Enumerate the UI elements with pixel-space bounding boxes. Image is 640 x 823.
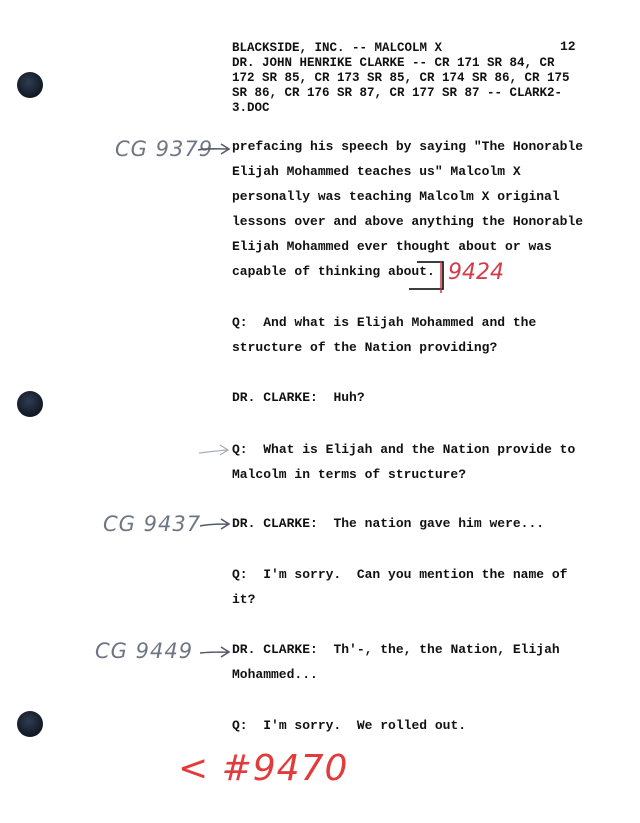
dialogue-line: [232, 713, 592, 738]
handwritten-end-marker: < #9470: [178, 748, 349, 789]
dialogue-line: structure of the Nation providing?: [232, 340, 498, 355]
arrow-icon: [199, 645, 231, 659]
header-line: BLACKSIDE, INC. -- MALCOLM X: [232, 41, 443, 55]
speaker-label: Q:: [232, 718, 248, 733]
question-block: [232, 310, 592, 360]
dialogue-line: Malcolm in terms of structure?: [232, 467, 467, 482]
answer-block: [232, 637, 592, 687]
speaker-label: Q:: [232, 315, 248, 330]
paragraph-line: capable of thinking about.: [232, 264, 435, 279]
binder-hole-middle: [17, 391, 43, 417]
binder-hole-top: [17, 72, 43, 98]
dialogue-text: Huh?: [333, 390, 365, 405]
dialogue-line: [232, 562, 592, 587]
handwritten-timecode: CG 9449: [95, 639, 194, 663]
handwritten-timecode: 9424: [448, 260, 504, 285]
dialogue-text: I'm sorry. Can you mention the name of: [263, 567, 568, 582]
page-number: 12: [560, 39, 576, 54]
paragraph-line: personally was teaching Malcolm X original: [232, 189, 560, 204]
question-block: [232, 437, 592, 487]
dialogue-line: [232, 637, 592, 662]
dialogue-text: Th'-, the, the Nation, Elijah: [333, 642, 560, 657]
question-block: [232, 713, 592, 738]
paragraph-line: lessons over and above anything the Honorable: [232, 214, 584, 229]
arrow-icon: [199, 517, 231, 531]
handwritten-timecode: CG 9379: [115, 137, 214, 161]
handwritten-timecode: CG 9437: [103, 512, 202, 536]
header-line: 172 SR 85, CR 173 SR 85, CR 174 SR 86, CR 175: [232, 71, 570, 85]
arrow-icon: [197, 142, 231, 156]
binder-hole-bottom: [17, 711, 43, 737]
speaker-label: Q:: [232, 442, 248, 457]
dialogue-line: Mohammed...: [232, 667, 318, 682]
dialogue-text: I'm sorry. We rolled out.: [263, 718, 467, 733]
paragraph-line: prefacing his speech by saying "The Honorable: [232, 139, 584, 154]
arrow-icon: [198, 444, 230, 458]
header-line: SR 86, CR 176 SR 87, CR 177 SR 87 -- CLARK2-: [232, 86, 563, 100]
dialogue-line: [232, 511, 592, 536]
paragraph-line: Elijah Mohammed teaches us" Malcolm X: [232, 164, 521, 179]
header-line: 3.DOC: [232, 101, 270, 115]
document-header: [232, 41, 580, 116]
speaker-label: DR. CLARKE:: [232, 642, 318, 657]
speaker-label: DR. CLARKE:: [232, 516, 318, 531]
header-line: DR. JOHN HENRIKE CLARKE -- CR 171 SR 84, CR: [232, 56, 555, 70]
paragraph-line: Elijah Mohammed ever thought about or was: [232, 239, 552, 254]
speaker-label: DR. CLARKE:: [232, 390, 318, 405]
answer-block: [232, 385, 592, 410]
bracket-mark-icon: [407, 259, 447, 295]
dialogue-line: it?: [232, 592, 256, 607]
answer-block: [232, 511, 592, 536]
dialogue-line: [232, 437, 592, 462]
dialogue-line: [232, 310, 592, 335]
dialogue-text: The nation gave him were...: [333, 516, 545, 531]
dialogue-text: And what is Elijah Mohammed and the: [263, 315, 537, 330]
dialogue-text: What is Elijah and the Nation provide to: [263, 442, 576, 457]
speaker-label: Q:: [232, 567, 248, 582]
question-block: [232, 562, 592, 612]
dialogue-line: [232, 385, 592, 410]
